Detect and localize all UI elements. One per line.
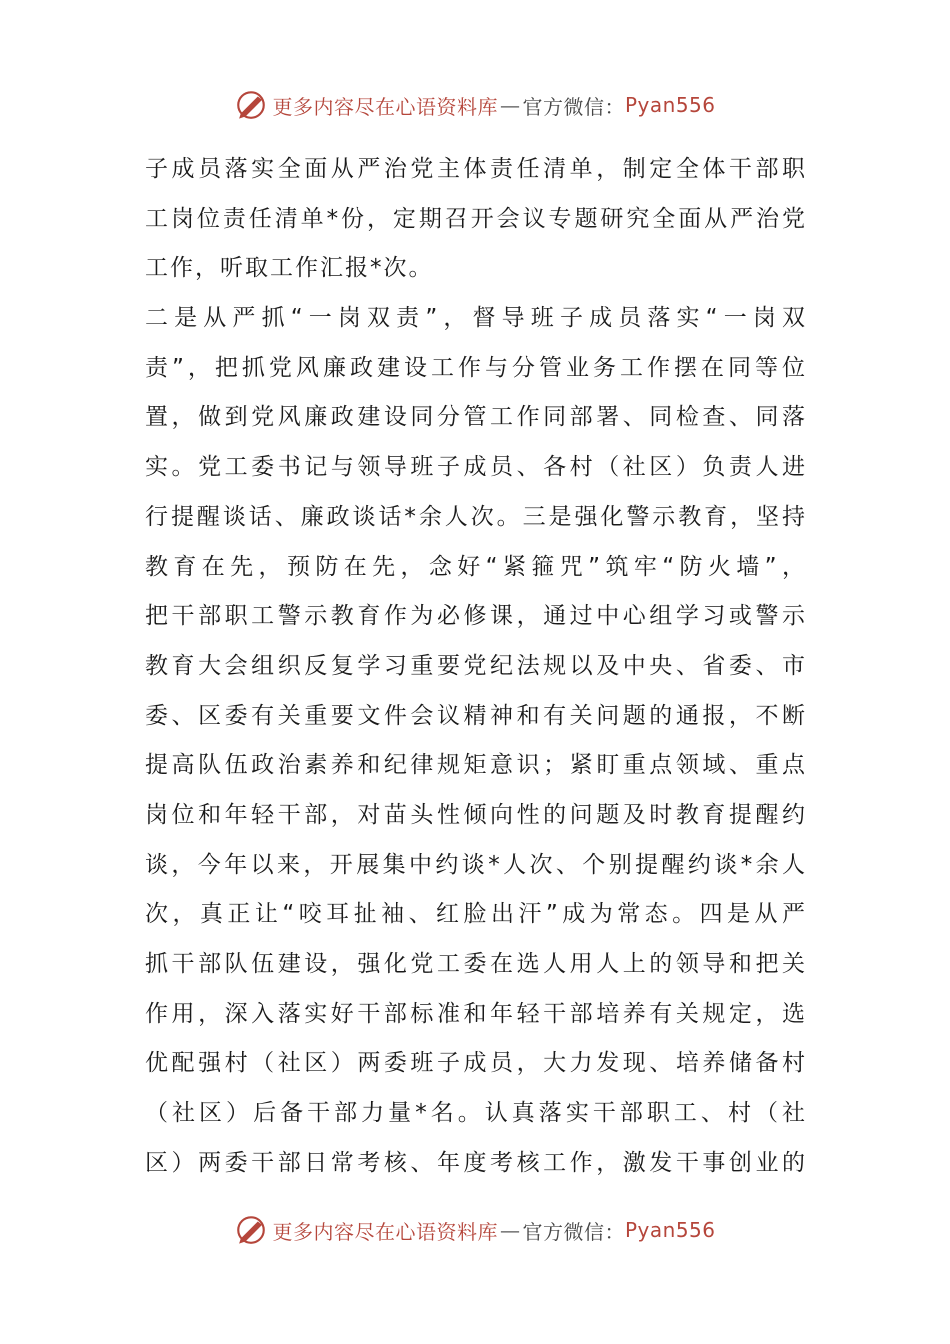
body-line: 次，真正让“咬耳扯袖、红脸出汗”成为常态。四是从严 <box>145 901 807 928</box>
body-line: 谈，今年以来，开展集中约谈*人次、个别提醒约谈*余人 <box>145 851 807 878</box>
banner-text: 更多内容尽在心语资料库 <box>272 1219 498 1244</box>
body-line: 岗位和年轻干部，对苗头性倾向性的问题及时教育提醒约 <box>145 801 807 828</box>
body-line: 子成员落实全面从严治党主体责任清单，制定全体干部职 <box>145 156 807 182</box>
body-line: 行提醒谈话、廉政谈话*余人次。三是强化警示教育，坚持 <box>145 503 807 530</box>
document-body <box>145 145 807 1188</box>
body-line: 置，做到党风廉政建设同分管工作同部署、同检查、同落 <box>145 404 807 431</box>
body-line: 教育在先，预防在先，念好“紧箍咒”筑牢“防火墙”， <box>145 553 807 580</box>
body-line: 工作，听取工作汇报*次。 <box>145 255 434 282</box>
body-line: 二是从严抓“一岗双责”，督导班子成员落实“一岗双 <box>145 305 807 332</box>
body-line: 教育大会组织反复学习重要党纪法规以及中央、省委、市 <box>145 652 807 679</box>
banner-separator: — <box>499 1218 521 1242</box>
banner-wechat-id: Pyan556 <box>624 93 716 117</box>
footer-watermark-banner <box>0 1210 950 1250</box>
body-line: 责”，把抓党风廉政建设工作与分管业务工作摆在同等位 <box>145 354 807 381</box>
banner-label: 官方微信： <box>522 94 625 119</box>
body-line: 把干部职工警示教育作为必修课，通过中心组学习或警示 <box>145 603 807 630</box>
banner-separator: — <box>499 93 521 117</box>
body-line: 抓干部队伍建设，强化党工委在选人用人上的领导和把关 <box>145 951 807 977</box>
body-line: 区）两委干部日常考核、年度考核工作，激发干事创业的 <box>145 1149 807 1176</box>
header-watermark-banner <box>0 85 950 125</box>
body-line: 提高队伍政治素养和纪律规矩意识；紧盯重点领域、重点 <box>145 752 807 779</box>
banner-wechat-id: Pyan556 <box>624 1218 716 1242</box>
banner-label: 官方微信： <box>522 1219 625 1244</box>
body-line: （社区）后备干部力量*名。认真落实干部职工、村（社 <box>145 1100 807 1127</box>
body-line: 工岗位责任清单*份，定期召开会议专题研究全面从严治党 <box>145 205 807 232</box>
body-line: 委、区委有关重要文件会议精神和有关问题的通报，不断 <box>145 702 807 729</box>
pen-circle-icon <box>234 88 268 122</box>
banner-text: 更多内容尽在心语资料库 <box>272 94 498 119</box>
body-line: 作用，深入落实好干部标准和年轻干部培养有关规定，选 <box>145 1000 807 1027</box>
pen-circle-icon <box>234 1213 268 1247</box>
body-line: 优配强村（社区）两委班子成员，大力发现、培养储备村 <box>145 1050 807 1077</box>
body-line: 实。党工委书记与领导班子成员、各村（社区）负责人进 <box>145 454 807 481</box>
